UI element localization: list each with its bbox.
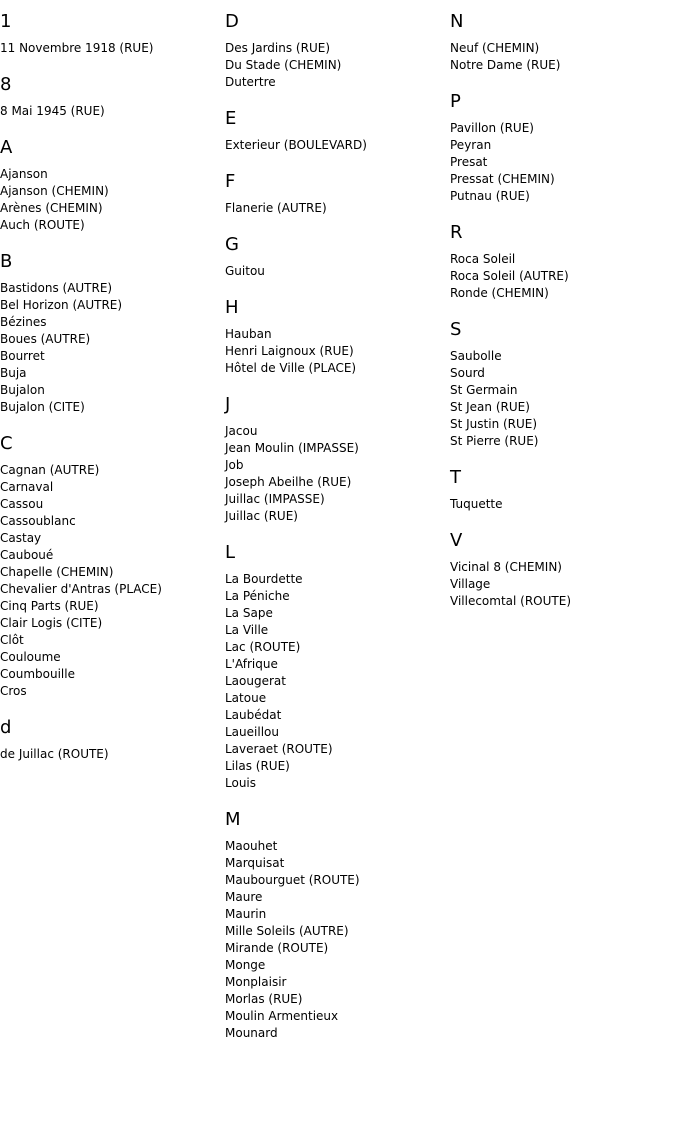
street-link[interactable]: Carnaval <box>0 480 54 494</box>
street-list <box>450 559 670 610</box>
street-list <box>450 120 670 205</box>
street-link[interactable]: Bujalon (CITE) <box>0 400 85 414</box>
street-link[interactable]: Presat <box>450 155 488 169</box>
street-link[interactable]: Putnau (RUE) <box>450 189 530 203</box>
street-link[interactable]: Cinq Parts (RUE) <box>0 599 99 613</box>
street-link[interactable]: Cassoublanc <box>0 514 76 528</box>
letter-heading: R <box>450 222 463 243</box>
letter-group <box>450 90 670 205</box>
street-list <box>225 200 445 217</box>
street-link[interactable]: St Pierre (RUE) <box>450 434 539 448</box>
street-link[interactable]: Cauboué <box>0 548 54 562</box>
letter-group <box>0 73 220 120</box>
street-link[interactable]: La Péniche <box>225 589 290 603</box>
street-link[interactable]: Auch (ROUTE) <box>0 218 85 232</box>
letter-heading: A <box>0 137 13 158</box>
street-list <box>225 838 445 1042</box>
street-link[interactable]: Juillac (RUE) <box>225 509 298 523</box>
street-list <box>225 40 445 91</box>
letter-heading: D <box>225 11 239 32</box>
letter-heading: T <box>450 467 461 488</box>
street-link[interactable]: Hôtel de Ville (PLACE) <box>225 361 357 375</box>
street-link[interactable]: 11 Novembre 1918 (RUE) <box>0 41 154 55</box>
street-link[interactable]: Pressat (CHEMIN) <box>450 172 555 186</box>
street-list <box>0 280 220 416</box>
letter-group <box>225 296 445 377</box>
street-link[interactable]: Du Stade (CHEMIN) <box>225 58 342 72</box>
street-link[interactable]: St Jean (RUE) <box>450 400 530 414</box>
letter-heading: F <box>225 171 236 192</box>
street-list <box>450 251 670 302</box>
street-index-column-3 <box>450 10 670 626</box>
street-link[interactable]: Latoue <box>225 691 267 705</box>
street-link[interactable]: Clair Logis (CITE) <box>0 616 103 630</box>
street-link[interactable]: Lilas (RUE) <box>225 759 290 773</box>
street-index-column-2 <box>225 10 445 1058</box>
street-link[interactable]: St Germain <box>450 383 518 397</box>
street-link[interactable]: Mille Soleils (AUTRE) <box>225 924 349 938</box>
street-link[interactable]: Clôt <box>0 633 24 647</box>
letter-group <box>450 529 670 610</box>
street-link[interactable]: Vicinal 8 (CHEMIN) <box>450 560 562 574</box>
street-link[interactable]: Pavillon (RUE) <box>450 121 534 135</box>
street-link[interactable]: Ajanson <box>0 167 48 181</box>
letter-group <box>225 541 445 792</box>
letter-heading: L <box>225 542 236 563</box>
street-list <box>450 40 670 74</box>
street-link[interactable]: Village <box>450 577 491 591</box>
letter-heading: E <box>225 108 237 129</box>
street-link[interactable]: Notre Dame (RUE) <box>450 58 561 72</box>
letter-heading: 8 <box>0 74 12 95</box>
letter-group <box>0 10 220 57</box>
street-link[interactable]: Roca Soleil (AUTRE) <box>450 269 569 283</box>
letter-group <box>450 318 670 450</box>
street-link[interactable]: Jacou <box>225 424 258 438</box>
street-link[interactable]: Monplaisir <box>225 975 287 989</box>
street-link[interactable]: Henri Laignoux (RUE) <box>225 344 354 358</box>
street-link[interactable]: Maure <box>225 890 263 904</box>
street-link[interactable]: Laueillou <box>225 725 279 739</box>
letter-group <box>225 233 445 280</box>
street-list <box>225 571 445 792</box>
street-link[interactable]: Louis <box>225 776 257 790</box>
street-link[interactable]: Guitou <box>225 264 265 278</box>
letter-heading: N <box>450 11 464 32</box>
street-index-column-1 <box>0 10 220 779</box>
letter-heading: S <box>450 319 462 340</box>
street-link[interactable]: Des Jardins (RUE) <box>225 41 330 55</box>
street-link[interactable]: Tuquette <box>450 497 503 511</box>
street-link[interactable]: Ronde (CHEMIN) <box>450 286 549 300</box>
street-link[interactable]: Jean Moulin (IMPASSE) <box>225 441 359 455</box>
street-link[interactable]: Cagnan (AUTRE) <box>0 463 100 477</box>
street-link[interactable]: Bujalon <box>0 383 45 397</box>
street-link[interactable]: Coumbouille <box>0 667 75 681</box>
street-list <box>0 103 220 120</box>
street-link[interactable]: Joseph Abeilhe (RUE) <box>225 475 352 489</box>
street-link[interactable]: Mounard <box>225 1026 278 1040</box>
street-list <box>0 40 220 57</box>
street-link[interactable]: Chevalier d'Antras (PLACE) <box>0 582 162 596</box>
street-link[interactable]: Bézines <box>0 315 47 329</box>
letter-group <box>225 10 445 91</box>
letter-heading: C <box>0 433 13 454</box>
street-link[interactable]: Marquisat <box>225 856 285 870</box>
street-link[interactable]: Laougerat <box>225 674 286 688</box>
street-list <box>225 326 445 377</box>
street-link[interactable]: Cros <box>0 684 27 698</box>
letter-heading: 1 <box>0 11 12 32</box>
letter-heading: J <box>225 394 231 415</box>
street-link[interactable]: La Bourdette <box>225 572 303 586</box>
street-link[interactable]: Moulin Armentieux <box>225 1009 339 1023</box>
street-link[interactable]: Neuf (CHEMIN) <box>450 41 540 55</box>
letter-group <box>0 432 220 700</box>
street-link[interactable]: de Juillac (ROUTE) <box>0 747 109 761</box>
letter-group <box>225 393 445 525</box>
street-link[interactable]: Morlas (RUE) <box>225 992 303 1006</box>
street-link[interactable]: Saubolle <box>450 349 502 363</box>
street-link[interactable]: Roca Soleil <box>450 252 516 266</box>
letter-group <box>0 136 220 234</box>
letter-group <box>450 10 670 74</box>
letter-group <box>225 107 445 154</box>
letter-group <box>450 466 670 513</box>
street-link[interactable]: Dutertre <box>225 75 276 89</box>
street-link[interactable]: Chapelle (CHEMIN) <box>0 565 114 579</box>
street-link[interactable]: Bel Horizon (AUTRE) <box>0 298 123 312</box>
letter-heading: d <box>0 717 12 738</box>
street-list <box>225 137 445 154</box>
street-link[interactable]: Arènes (CHEMIN) <box>0 201 103 215</box>
street-list <box>0 746 220 763</box>
street-link[interactable]: St Justin (RUE) <box>450 417 538 431</box>
letter-heading: M <box>225 809 241 830</box>
street-link[interactable]: Buja <box>0 366 27 380</box>
letter-heading: V <box>450 530 463 551</box>
letter-group <box>0 250 220 416</box>
street-link[interactable]: La Sape <box>225 606 273 620</box>
street-link[interactable]: Job <box>225 458 244 472</box>
letter-heading: B <box>0 251 13 272</box>
street-link[interactable]: Maouhet <box>225 839 278 853</box>
street-link[interactable]: Exterieur (BOULEVARD) <box>225 138 367 152</box>
letter-group <box>0 716 220 763</box>
street-link[interactable]: La Ville <box>225 623 269 637</box>
street-link[interactable]: Bourret <box>0 349 45 363</box>
street-link[interactable]: Sourd <box>450 366 485 380</box>
street-link[interactable]: Castay <box>0 531 42 545</box>
street-link[interactable]: Monge <box>225 958 266 972</box>
street-link[interactable]: Ajanson (CHEMIN) <box>0 184 109 198</box>
street-link[interactable]: Laubédat <box>225 708 282 722</box>
letter-heading: H <box>225 297 239 318</box>
street-link[interactable]: Mirande (ROUTE) <box>225 941 329 955</box>
street-list <box>450 496 670 513</box>
letter-heading: G <box>225 234 239 255</box>
street-list <box>225 423 445 525</box>
street-link[interactable]: Villecomtal (ROUTE) <box>450 594 572 608</box>
street-link[interactable]: Boues (AUTRE) <box>0 332 91 346</box>
letter-group <box>225 170 445 217</box>
street-link[interactable]: Hauban <box>225 327 272 341</box>
street-list <box>450 348 670 450</box>
street-link[interactable]: Bastidons (AUTRE) <box>0 281 113 295</box>
street-link[interactable]: Cassou <box>0 497 44 511</box>
street-link[interactable]: Peyran <box>450 138 492 152</box>
letter-group <box>225 808 445 1042</box>
street-link[interactable]: L'Afrique <box>225 657 278 671</box>
street-link[interactable]: Juillac (IMPASSE) <box>225 492 325 506</box>
street-link[interactable]: 8 Mai 1945 (RUE) <box>0 104 105 118</box>
street-link[interactable]: Flanerie (AUTRE) <box>225 201 327 215</box>
street-link[interactable]: Maurin <box>225 907 267 921</box>
street-link[interactable]: Laveraet (ROUTE) <box>225 742 333 756</box>
letter-heading: P <box>450 91 461 112</box>
street-link[interactable]: Couloume <box>0 650 61 664</box>
street-list <box>0 166 220 234</box>
street-link[interactable]: Lac (ROUTE) <box>225 640 301 654</box>
street-list <box>0 462 220 700</box>
letter-group <box>450 221 670 302</box>
street-list <box>225 263 445 280</box>
street-link[interactable]: Maubourguet (ROUTE) <box>225 873 360 887</box>
